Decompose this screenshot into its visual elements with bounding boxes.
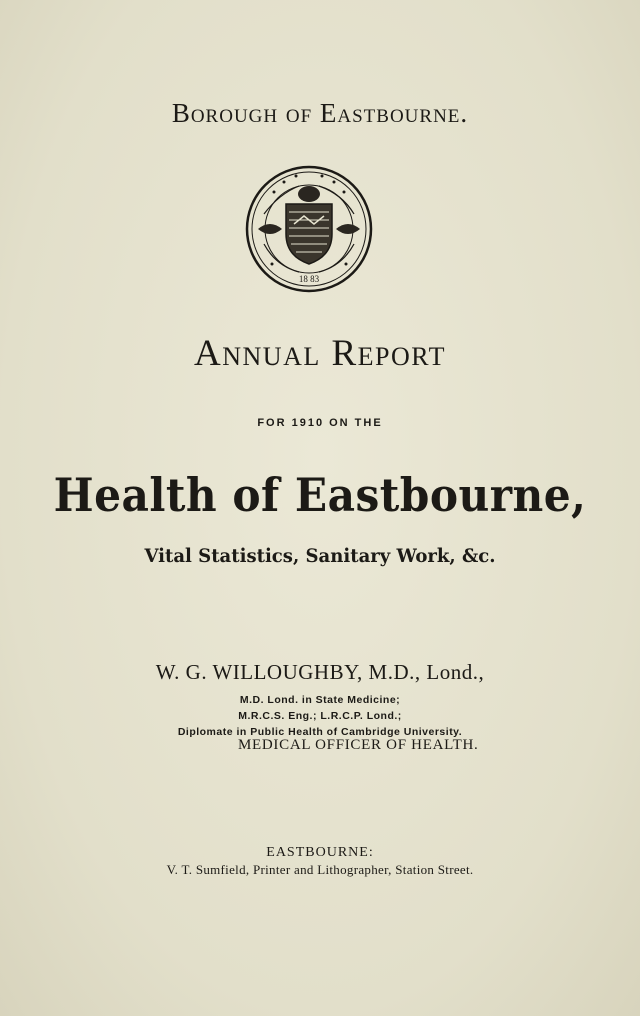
- vital-statistics-subtitle: Vital Statistics, Sanitary Work, &c.: [144, 545, 496, 567]
- imprint-printer: V. T. Sumfield, Printer and Lithographer, Station Street.: [166, 862, 474, 877]
- imprint-place: EASTBOURNE:: [266, 845, 374, 860]
- qualification-line: M.D. Lond. in State Medicine;: [239, 694, 401, 706]
- qualification-line: M.R.C.S. Eng.; L.R.C.P. Lond.;: [238, 710, 402, 722]
- svg-text:18 83: 18 83: [298, 274, 320, 284]
- health-of-eastbourne-heading: Health of Eastbourne,: [53, 468, 587, 522]
- annual-report-heading: [0, 332, 640, 375]
- annual-report-text: Annual Report: [194, 333, 446, 374]
- qualification-line: Diplomate in Public Health of Cambridge University.: [177, 726, 463, 738]
- borough-heading-text: Borough of Eastbourne.: [171, 98, 469, 128]
- borough-seal-icon: [244, 164, 374, 294]
- author-qualifications: [100, 692, 540, 740]
- medical-officer-title: MEDICAL OFFICER OF HEALTH.: [238, 737, 479, 753]
- author-name: W. G. WILLOUGHBY, M.D., Lond.,: [155, 660, 485, 684]
- borough-heading: [0, 98, 640, 129]
- for-year-line: FOR 1910 ON THE: [257, 417, 383, 429]
